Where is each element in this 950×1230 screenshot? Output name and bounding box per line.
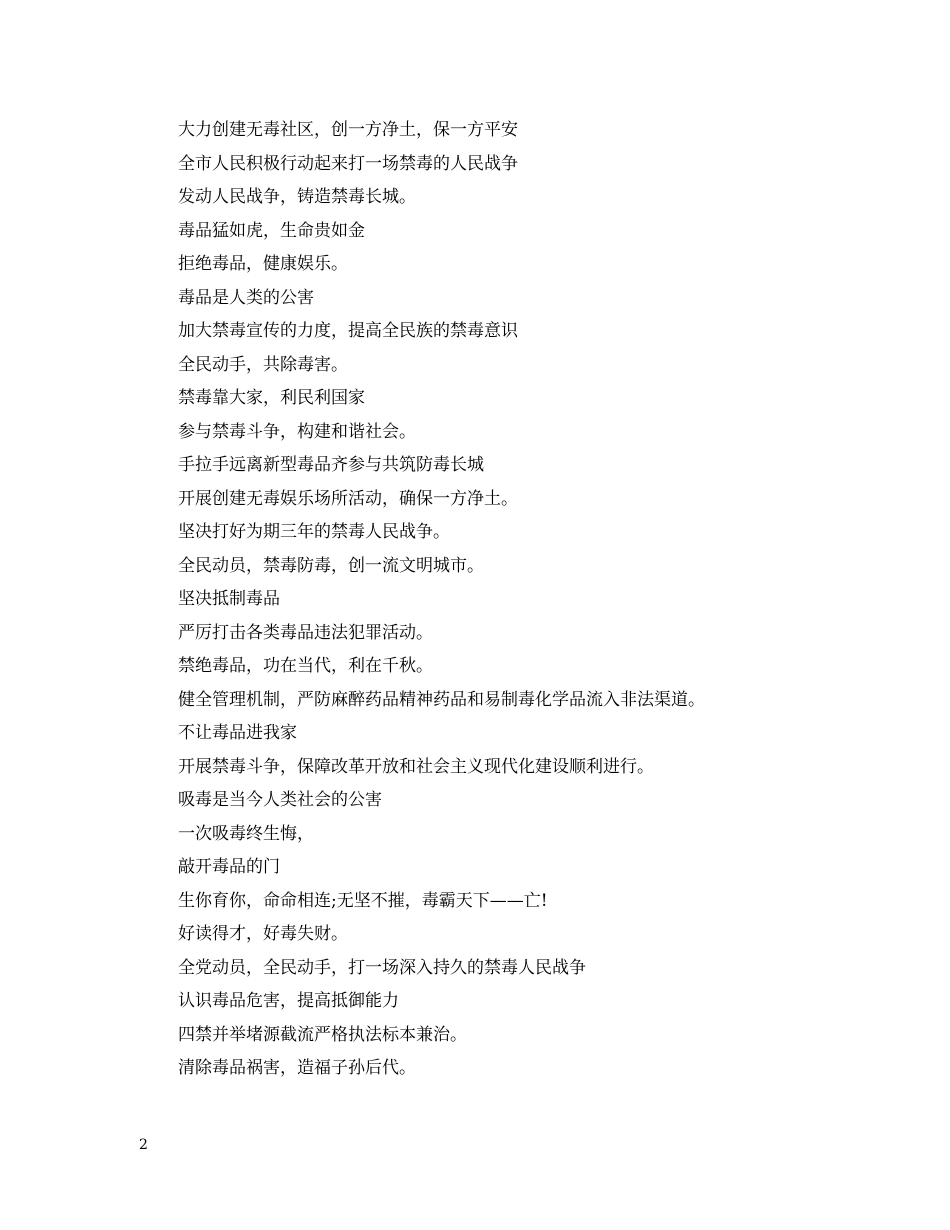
slogan-line: 全市人民积极行动起来打一场禁毒的人民战争 xyxy=(178,153,518,174)
slogan-line: 禁毒靠大家，利民利国家 xyxy=(178,388,365,408)
slogan-line: 生你育你，命命相连;无坚不摧，毒霸天下——亡! xyxy=(178,890,548,911)
slogan-line: 拒绝毒品，健康娱乐。 xyxy=(178,254,348,274)
slogan-line: 开展创建无毒娱乐场所活动，确保一方净土。 xyxy=(178,488,518,509)
slogan-line: 严厉打击各类毒品违法犯罪活动。 xyxy=(178,622,433,643)
slogan-line: 四禁并举堵源截流严格执法标本兼治。 xyxy=(178,1024,467,1045)
slogan-line: 敲开毒品的门 xyxy=(178,857,280,877)
slogan-line: 一次吸毒终生悔， xyxy=(178,823,314,844)
slogan-list xyxy=(178,117,705,1089)
slogan-line: 吸毒是当今人类社会的公害 xyxy=(178,790,382,810)
slogan-line: 毒品猛如虎，生命贵如金 xyxy=(178,220,365,241)
slogan-line: 毒品是人类的公害 xyxy=(178,287,314,308)
slogan-line: 坚决打好为期三年的禁毒人民战争。 xyxy=(178,522,450,542)
slogan-line: 清除毒品祸害，造福子孙后代。 xyxy=(178,1058,416,1078)
slogan-line: 开展禁毒斗争，保障改革开放和社会主义现代化建设顺利进行。 xyxy=(178,756,654,777)
slogan-line: 全民动手，共除毒害。 xyxy=(178,354,348,375)
page-number: 2 xyxy=(139,1137,148,1153)
slogan-line: 加大禁毒宣传的力度，提高全民族的禁毒意识 xyxy=(178,321,518,341)
slogan-line: 全民动员，禁毒防毒，创一流文明城市。 xyxy=(178,555,484,576)
slogan-line: 不让毒品进我家 xyxy=(178,723,297,743)
slogan-line: 健全管理机制，严防麻醉药品精神药品和易制毒化学品流入非法渠道。 xyxy=(178,689,705,710)
slogan-line: 禁绝毒品，功在当代，利在千秋。 xyxy=(178,656,433,676)
slogan-line: 参与禁毒斗争，构建和谐社会。 xyxy=(178,421,416,442)
slogan-line: 大力创建无毒社区，创一方净土，保一方平安 xyxy=(178,120,518,140)
slogan-line: 坚决抵制毒品 xyxy=(178,589,280,609)
slogan-line: 手拉手远离新型毒品齐参与共筑防毒长城 xyxy=(178,455,484,475)
slogan-line: 认识毒品危害，提高抵御能力 xyxy=(178,991,399,1011)
slogan-line: 好读得才，好毒失财。 xyxy=(178,924,348,944)
slogan-line: 发动人民战争，铸造禁毒长城。 xyxy=(178,187,416,207)
slogan-line: 全党动员，全民动手，打一场深入持久的禁毒人民战争 xyxy=(178,957,586,978)
